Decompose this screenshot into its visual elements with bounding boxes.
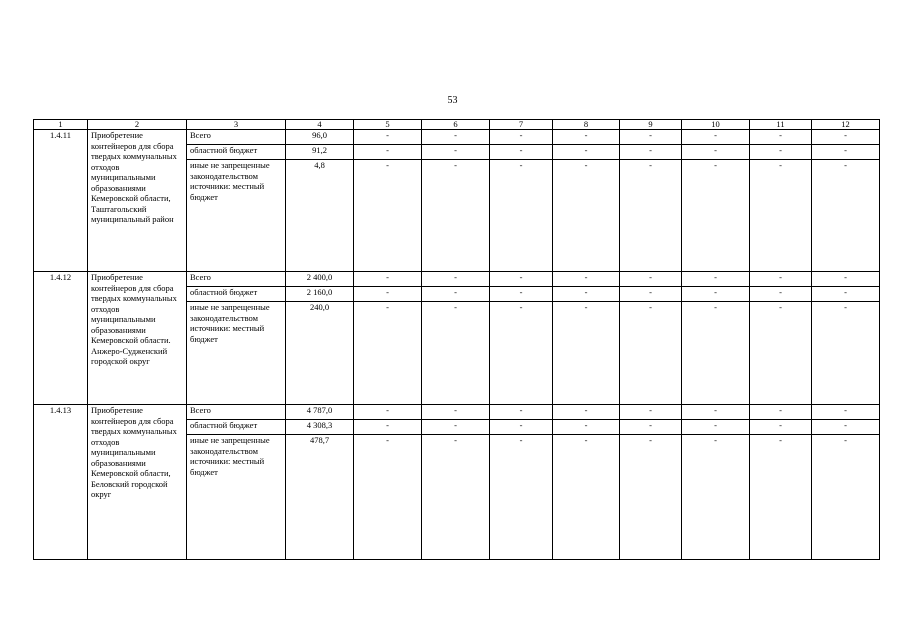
year-value-cell: - (750, 405, 812, 420)
year-value-cell: - (750, 130, 812, 145)
year-value-cell: - (422, 420, 490, 435)
event-name-cell: Приобретение контейнеров для сбора твердых коммунальных отходов муниципальными образованиями Кемеровской области. Анжеро-Судженский городской округ (88, 272, 187, 405)
year-value-cell: - (354, 405, 422, 420)
year-value-cell: - (490, 302, 553, 405)
year-value-cell: - (750, 302, 812, 405)
column-header: 12 (812, 120, 880, 130)
funding-source-cell: иные не запрещенные законодательством источники: местный бюджет (187, 160, 286, 272)
year-value-cell: - (812, 287, 880, 302)
year-value-cell: - (812, 160, 880, 272)
year-value-cell: - (620, 145, 682, 160)
budget-table (33, 119, 880, 560)
column-header: 10 (682, 120, 750, 130)
column-header: 1 (34, 120, 88, 130)
year-value-cell: - (354, 160, 422, 272)
amount-cell: 91,2 (286, 145, 354, 160)
amount-cell: 4 308,3 (286, 420, 354, 435)
column-header: 7 (490, 120, 553, 130)
year-value-cell: - (354, 130, 422, 145)
table-row (34, 405, 880, 420)
header-row (34, 120, 880, 130)
year-value-cell: - (553, 420, 620, 435)
funding-source-cell: иные не запрещенные законодательством источники: местный бюджет (187, 302, 286, 405)
year-value-cell: - (812, 405, 880, 420)
column-header: 4 (286, 120, 354, 130)
event-name-cell: Приобретение контейнеров для сбора твердых коммунальных отходов муниципальными образованиями Кемеровской области, Беловский городской округ (88, 405, 187, 560)
year-value-cell: - (422, 272, 490, 287)
year-value-cell: - (812, 272, 880, 287)
year-value-cell: - (422, 405, 490, 420)
funding-source-cell: областной бюджет (187, 145, 286, 160)
year-value-cell: - (490, 420, 553, 435)
amount-cell: 240,0 (286, 302, 354, 405)
year-value-cell: - (553, 287, 620, 302)
year-value-cell: - (490, 287, 553, 302)
table-row (34, 130, 880, 145)
year-value-cell: - (682, 145, 750, 160)
year-value-cell: - (682, 420, 750, 435)
amount-cell: 4 787,0 (286, 405, 354, 420)
year-value-cell: - (354, 302, 422, 405)
year-value-cell: - (354, 287, 422, 302)
funding-source-cell: областной бюджет (187, 420, 286, 435)
column-header: 5 (354, 120, 422, 130)
year-value-cell: - (422, 130, 490, 145)
year-value-cell: - (620, 160, 682, 272)
column-header: 6 (422, 120, 490, 130)
year-value-cell: - (354, 435, 422, 560)
year-value-cell: - (422, 160, 490, 272)
year-value-cell: - (682, 302, 750, 405)
amount-cell: 4,8 (286, 160, 354, 272)
funding-source-cell: Всего (187, 130, 286, 145)
year-value-cell: - (750, 145, 812, 160)
year-value-cell: - (682, 435, 750, 560)
year-value-cell: - (750, 272, 812, 287)
column-header: 3 (187, 120, 286, 130)
year-value-cell: - (490, 405, 553, 420)
year-value-cell: - (812, 302, 880, 405)
column-header: 11 (750, 120, 812, 130)
year-value-cell: - (620, 435, 682, 560)
year-value-cell: - (682, 130, 750, 145)
year-value-cell: - (750, 160, 812, 272)
year-value-cell: - (354, 145, 422, 160)
column-header: 8 (553, 120, 620, 130)
year-value-cell: - (553, 272, 620, 287)
column-header: 2 (88, 120, 187, 130)
year-value-cell: - (422, 435, 490, 560)
year-value-cell: - (553, 145, 620, 160)
year-value-cell: - (620, 130, 682, 145)
funding-source-cell: Всего (187, 272, 286, 287)
year-value-cell: - (750, 287, 812, 302)
row-id-cell: 1.4.12 (34, 272, 88, 405)
year-value-cell: - (490, 435, 553, 560)
year-value-cell: - (620, 302, 682, 405)
year-value-cell: - (682, 160, 750, 272)
year-value-cell: - (354, 272, 422, 287)
funding-source-cell: Всего (187, 405, 286, 420)
year-value-cell: - (620, 272, 682, 287)
year-value-cell: - (553, 405, 620, 420)
year-value-cell: - (620, 420, 682, 435)
year-value-cell: - (812, 435, 880, 560)
funding-source-cell: областной бюджет (187, 287, 286, 302)
year-value-cell: - (422, 302, 490, 405)
year-value-cell: - (354, 420, 422, 435)
year-value-cell: - (422, 287, 490, 302)
amount-cell: 2 400,0 (286, 272, 354, 287)
event-name-cell: Приобретение контейнеров для сбора твердых коммунальных отходов муниципальными образованиями Кемеровской области, Таштагольский муниципальный район (88, 130, 187, 272)
year-value-cell: - (553, 435, 620, 560)
row-id-cell: 1.4.13 (34, 405, 88, 560)
amount-cell: 96,0 (286, 130, 354, 145)
year-value-cell: - (812, 130, 880, 145)
year-value-cell: - (682, 272, 750, 287)
year-value-cell: - (620, 405, 682, 420)
funding-source-cell: иные не запрещенные законодательством источники: местный бюджет (187, 435, 286, 560)
year-value-cell: - (682, 405, 750, 420)
year-value-cell: - (490, 130, 553, 145)
table-row (34, 272, 880, 287)
year-value-cell: - (682, 287, 750, 302)
year-value-cell: - (812, 420, 880, 435)
year-value-cell: - (490, 272, 553, 287)
amount-cell: 2 160,0 (286, 287, 354, 302)
year-value-cell: - (553, 302, 620, 405)
year-value-cell: - (750, 435, 812, 560)
year-value-cell: - (553, 130, 620, 145)
page-number: 53 (447, 95, 458, 106)
year-value-cell: - (553, 160, 620, 272)
year-value-cell: - (422, 145, 490, 160)
year-value-cell: - (812, 145, 880, 160)
column-header: 9 (620, 120, 682, 130)
year-value-cell: - (490, 160, 553, 272)
row-id-cell: 1.4.11 (34, 130, 88, 272)
year-value-cell: - (490, 145, 553, 160)
amount-cell: 478,7 (286, 435, 354, 560)
year-value-cell: - (620, 287, 682, 302)
year-value-cell: - (750, 420, 812, 435)
